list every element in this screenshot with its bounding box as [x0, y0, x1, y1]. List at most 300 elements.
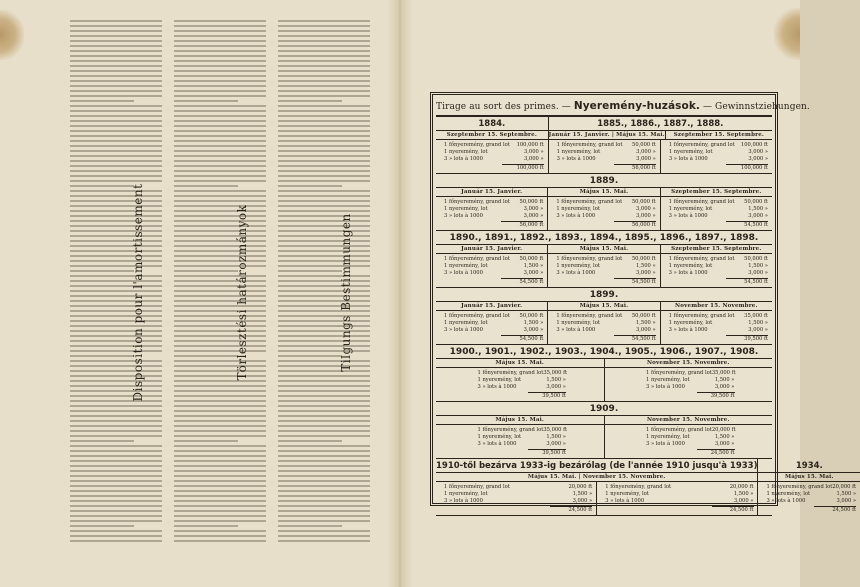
text-line	[174, 345, 266, 347]
year-header: 1909.	[436, 402, 772, 416]
prize-amount: 3,000 »	[523, 206, 544, 212]
text-line	[70, 390, 162, 392]
prize-amount: 20,000 ft	[729, 484, 754, 490]
prize-total: 39,500 ft	[528, 392, 566, 400]
prize-label: 1 főnyeremény, grand lot	[668, 199, 735, 205]
prize-line	[646, 434, 735, 441]
text-line	[174, 185, 238, 187]
prize-line	[478, 370, 567, 377]
text-line	[70, 485, 162, 487]
text-line	[70, 80, 162, 82]
text-line	[278, 135, 370, 137]
text-line	[70, 420, 162, 422]
text-line	[278, 210, 370, 212]
text-line	[174, 240, 266, 242]
draw-date: Január 15. Janvier.	[436, 302, 547, 311]
text-line	[174, 125, 266, 127]
draw-column	[436, 302, 548, 344]
text-line	[70, 295, 162, 297]
prize-line	[444, 206, 543, 213]
prize-label: 1 nyeremény, lot	[646, 434, 690, 440]
prize-total: 39,500 ft	[726, 335, 768, 343]
text-line	[278, 300, 370, 302]
prize-label: 3 » lots à 1000	[477, 384, 517, 390]
text-line	[174, 105, 266, 107]
prize-line	[646, 384, 735, 391]
text-line	[278, 255, 370, 257]
prize-line	[557, 149, 656, 156]
text-line	[70, 65, 162, 67]
text-line	[278, 80, 370, 82]
heading-tilgungs: Tilgungs Bestimmungen	[339, 213, 353, 372]
text-line	[70, 135, 162, 137]
text-line	[174, 365, 266, 367]
prize-amount: 100,000 ft	[516, 142, 544, 148]
prize-list	[548, 254, 659, 287]
prize-total: 24,500 ft	[814, 506, 856, 514]
table-row	[436, 459, 857, 516]
text-lines	[278, 20, 370, 565]
text-line	[278, 215, 370, 217]
prize-amount: 3,000 »	[733, 498, 754, 504]
text-line	[278, 245, 370, 247]
prize-label: 3 » lots à 1000	[605, 498, 645, 504]
text-line	[174, 410, 266, 412]
prize-label: 1 nyeremény, lot	[444, 149, 488, 155]
prize-line	[478, 434, 567, 441]
prize-label: 1 főnyeremény, grand lot	[444, 313, 510, 319]
text-line	[70, 405, 162, 407]
text-line	[278, 110, 370, 112]
text-line	[174, 435, 266, 437]
prize-amount: 20,000 ft	[568, 484, 593, 490]
text-line	[278, 260, 370, 262]
prize-total: 54,500 ft	[501, 335, 543, 343]
draw-date: Május 15. Mai.	[548, 302, 659, 311]
prize-amount: 3,000 »	[714, 441, 735, 447]
prize-amount: 3,000 »	[635, 206, 656, 212]
text-line	[174, 120, 266, 122]
year-header: 1884.	[436, 117, 548, 131]
prize-total: 24,500 ft	[550, 506, 592, 514]
text-line	[174, 155, 266, 157]
text-line	[174, 380, 266, 382]
draw-date: Május 15. Mai.	[548, 188, 659, 197]
text-line	[278, 145, 370, 147]
text-line	[174, 90, 266, 92]
prize-amount: 3,000 »	[748, 327, 768, 333]
prize-label: 3 » lots à 1000	[556, 156, 596, 162]
text-line	[174, 355, 238, 357]
text-line	[70, 395, 162, 397]
text-line	[174, 285, 266, 287]
text-line	[174, 20, 266, 22]
text-line	[70, 130, 162, 132]
text-line	[70, 160, 162, 162]
prize-line	[669, 327, 768, 334]
prize-label: 1 nyeremény, lot	[444, 263, 488, 269]
text-line	[278, 205, 370, 207]
text-line	[278, 375, 370, 377]
text-line	[174, 195, 266, 197]
text-line	[70, 280, 162, 282]
text-line	[278, 505, 370, 507]
prize-line	[478, 441, 567, 448]
prize-amount: 35,000 ft	[744, 313, 768, 319]
text-line	[70, 235, 162, 237]
text-line	[278, 335, 370, 337]
text-line	[70, 35, 162, 37]
prize-label: 1 nyeremény, lot	[477, 377, 522, 383]
prize-line	[444, 213, 543, 220]
prize-label: 1 nyeremény, lot	[477, 434, 522, 440]
prize-label: 3 » lots à 1000	[444, 156, 483, 162]
text-line	[174, 320, 266, 322]
text-line	[174, 405, 266, 407]
text-line	[278, 290, 370, 292]
text-line	[70, 25, 162, 27]
prize-total: 56,000 ft	[501, 221, 543, 229]
table-row	[436, 359, 772, 402]
prize-amount: 3,000 »	[748, 270, 768, 276]
text-line	[278, 115, 370, 117]
text-line	[278, 270, 342, 272]
draw-date: Május 15. Mai.	[758, 473, 860, 482]
prize-label: 1 főnyeremény, grand lot	[556, 256, 623, 262]
text-line	[174, 330, 266, 332]
text-line	[174, 420, 266, 422]
text-line	[70, 350, 162, 352]
prize-line	[766, 491, 856, 498]
text-line	[278, 365, 370, 367]
draw-column	[436, 245, 548, 287]
text-line	[278, 385, 370, 387]
text-line	[278, 340, 370, 342]
text-line	[70, 530, 162, 532]
prize-amount: 100,000 ft	[740, 142, 769, 148]
text-line	[70, 70, 162, 72]
prize-amount: 1,500 »	[748, 263, 768, 269]
prize-label: 1 főnyeremény, grand lot	[646, 370, 712, 376]
text-line	[174, 515, 266, 517]
text-line	[70, 490, 162, 492]
text-line	[278, 380, 370, 382]
draw-column	[597, 482, 757, 515]
text-line	[70, 40, 162, 42]
text-line	[70, 500, 162, 502]
prize-list	[549, 140, 660, 173]
text-line	[70, 60, 162, 62]
draw-date: Május 15. Mai.	[548, 245, 659, 254]
table-row	[436, 416, 772, 459]
text-line	[70, 365, 162, 367]
text-line	[174, 290, 266, 292]
text-line	[278, 460, 370, 462]
prize-line	[669, 199, 768, 206]
text-line	[70, 300, 162, 302]
text-line	[278, 455, 370, 457]
text-line	[174, 525, 238, 527]
text-line	[70, 510, 162, 512]
prize-amount: 3,000 »	[714, 384, 735, 390]
prize-amount: 3,000 »	[748, 213, 768, 219]
text-line	[174, 360, 266, 362]
text-line	[174, 30, 266, 32]
text-line	[278, 470, 370, 472]
prize-amount: 35,000 ft	[543, 427, 568, 433]
prize-label: 3 » lots à 1000	[668, 213, 708, 219]
prize-total: 56,000 ft	[614, 221, 656, 229]
text-line	[278, 435, 370, 437]
text-line	[278, 225, 370, 227]
prize-line	[444, 199, 543, 206]
text-line	[174, 25, 266, 27]
prize-list	[661, 311, 772, 344]
prize-line	[556, 263, 655, 270]
prize-label: 1 főnyeremény, grand lot	[477, 427, 544, 433]
text-line	[70, 385, 162, 387]
text-line	[174, 245, 266, 247]
prize-total: 24,500 ft	[712, 506, 754, 514]
text-line	[278, 495, 370, 497]
prize-list	[436, 254, 547, 287]
draw-columns	[549, 140, 772, 173]
prize-list	[436, 197, 547, 230]
text-line	[70, 355, 134, 357]
prize-line	[669, 213, 768, 220]
prize-amount: 1,500 »	[635, 320, 656, 326]
text-line	[70, 285, 162, 287]
prize-amount: 1,500 »	[523, 263, 544, 269]
draw-column	[549, 140, 661, 173]
prize-amount: 1,500 »	[635, 263, 656, 269]
text-line	[70, 190, 162, 192]
text-line	[70, 150, 162, 152]
text-line	[278, 525, 342, 527]
text-line	[70, 450, 162, 452]
text-line	[278, 500, 370, 502]
text-line	[278, 440, 342, 442]
draw-column	[605, 416, 773, 458]
text-line	[70, 110, 162, 112]
text-line	[174, 210, 266, 212]
text-line	[70, 345, 162, 347]
text-line	[70, 340, 162, 342]
text-line	[278, 390, 370, 392]
text-line	[174, 310, 266, 312]
prize-line	[556, 327, 655, 334]
draw-date: Május 15. Mai.	[436, 359, 604, 368]
prize-line	[556, 313, 655, 320]
prize-amount: 20,000 ft	[832, 484, 857, 490]
prize-label: 1 főnyeremény, grand lot	[668, 256, 735, 262]
text-line	[174, 200, 266, 202]
text-line	[174, 535, 266, 537]
text-line	[174, 80, 266, 82]
prize-line	[444, 263, 543, 270]
prize-list	[758, 482, 860, 515]
prize-total: 54,500 ft	[614, 335, 656, 343]
prize-amount: 3,000 »	[523, 149, 544, 155]
text-line	[70, 175, 162, 177]
text-column-1	[70, 20, 162, 565]
text-line	[70, 325, 162, 327]
prize-line	[444, 491, 592, 498]
prize-amount: 20,000 ft	[711, 427, 736, 433]
text-line	[278, 250, 370, 252]
text-line	[278, 100, 342, 102]
text-line	[278, 45, 370, 47]
text-line	[70, 195, 162, 197]
prize-amount: 50,000 ft	[519, 199, 544, 205]
text-line	[174, 190, 266, 192]
text-line	[70, 330, 162, 332]
prize-label: 1 nyeremény, lot	[668, 206, 713, 212]
text-line	[278, 535, 370, 537]
prize-line	[444, 256, 543, 263]
text-line	[174, 35, 266, 37]
prize-label: 1 nyeremény, lot	[668, 149, 713, 155]
text-line	[70, 320, 162, 322]
text-line	[278, 30, 370, 32]
prize-label: 1 nyeremény, lot	[444, 491, 488, 497]
prize-total: 100,000 ft	[502, 164, 544, 172]
text-line	[174, 135, 266, 137]
text-line	[70, 515, 162, 517]
prize-line	[444, 149, 544, 156]
prize-label: 1 főnyeremény, grand lot	[556, 142, 623, 148]
prize-label: 1 főnyeremény, grand lot	[444, 484, 510, 490]
prize-amount: 3,000 »	[635, 270, 656, 276]
prize-label: 3 » lots à 1000	[766, 498, 806, 504]
text-line	[70, 185, 134, 187]
text-line	[174, 465, 266, 467]
prize-label: 3 » lots à 1000	[477, 441, 517, 447]
prize-total: 54,500 ft	[726, 278, 768, 286]
text-line	[70, 180, 162, 182]
prize-line	[646, 441, 735, 448]
text-line	[70, 310, 162, 312]
prize-list	[470, 368, 571, 401]
text-line	[174, 335, 266, 337]
prize-label: 3 » lots à 1000	[444, 327, 483, 333]
text-line	[174, 480, 266, 482]
text-line	[278, 85, 370, 87]
text-line	[174, 140, 266, 142]
prize-line	[669, 206, 768, 213]
text-line	[278, 190, 370, 192]
text-line	[278, 355, 342, 357]
text-line	[174, 110, 266, 112]
prize-list	[470, 425, 571, 458]
prize-label: 1 főnyeremény, grand lot	[444, 256, 510, 262]
text-line	[70, 270, 134, 272]
prize-amount: 3,000 »	[635, 327, 656, 333]
text-line	[70, 255, 162, 257]
prize-label: 3 » lots à 1000	[646, 441, 685, 447]
table-row	[436, 302, 772, 345]
prize-line	[444, 498, 592, 505]
text-line	[278, 240, 370, 242]
prize-amount: 1,500 »	[733, 491, 754, 497]
text-line	[278, 370, 370, 372]
text-line	[278, 530, 370, 532]
prize-line	[669, 320, 768, 327]
text-line	[70, 335, 162, 337]
heading-torlesztesi: Törlesztési határozmányok	[235, 204, 249, 381]
prize-line	[669, 149, 768, 156]
prize-amount: 3,000 »	[546, 441, 566, 447]
prize-total: 100,000 ft	[726, 164, 768, 172]
prize-amount: 1,500 »	[523, 320, 544, 326]
text-line	[278, 90, 370, 92]
prize-label: 3 » lots à 1000	[444, 498, 483, 504]
text-line	[174, 470, 266, 472]
text-line	[174, 520, 266, 522]
text-line	[278, 400, 370, 402]
prize-amount: 1,500 »	[714, 377, 735, 383]
text-line	[278, 450, 370, 452]
text-line	[174, 475, 266, 477]
prize-line	[605, 491, 753, 498]
text-line	[278, 75, 370, 77]
text-line	[174, 40, 266, 42]
text-line	[278, 305, 370, 307]
text-line	[70, 525, 134, 527]
year-header: 1910-től bezárva 1933-ig bezárólag (de l'année 1910 jusqu'à 1933)	[436, 461, 758, 471]
text-line	[70, 480, 162, 482]
prize-label: 1 főnyeremény, grand lot	[646, 427, 712, 433]
prize-line	[646, 427, 735, 434]
text-line	[174, 235, 266, 237]
text-line	[278, 125, 370, 127]
prize-amount: 35,000 ft	[711, 370, 736, 376]
prize-amount: 3,000 »	[523, 327, 544, 333]
text-line	[174, 455, 266, 457]
text-line	[278, 475, 370, 477]
draw-column	[436, 482, 597, 515]
text-line	[278, 150, 370, 152]
draw-date: Január 15. Janvier.	[436, 245, 547, 254]
text-line	[70, 20, 162, 22]
draw-date: Szeptember 15. Septembre.	[436, 131, 548, 140]
prize-label: 1 nyeremény, lot	[556, 263, 600, 269]
prize-amount: 3,000 »	[636, 149, 656, 155]
table-body	[436, 117, 857, 516]
text-line	[70, 440, 134, 442]
prize-amount: 1,500 »	[546, 434, 566, 440]
text-line	[174, 225, 266, 227]
text-line	[278, 155, 370, 157]
text-line	[174, 540, 266, 542]
prize-amount: 3,000 »	[836, 498, 857, 504]
prize-label: 1 nyeremény, lot	[556, 149, 601, 155]
prize-amount: 50,000 ft	[631, 199, 656, 205]
text-line	[278, 65, 370, 67]
text-line	[174, 150, 266, 152]
prize-amount: 1,500 »	[748, 206, 768, 212]
prize-line	[556, 206, 655, 213]
text-line	[174, 205, 266, 207]
text-line	[278, 310, 370, 312]
text-line	[70, 275, 162, 277]
text-line	[278, 485, 370, 487]
text-line	[174, 300, 266, 302]
prize-line	[557, 142, 656, 149]
title-german: Gewinnstziehungen.	[715, 102, 810, 112]
text-line	[174, 170, 266, 172]
text-line	[70, 460, 162, 462]
